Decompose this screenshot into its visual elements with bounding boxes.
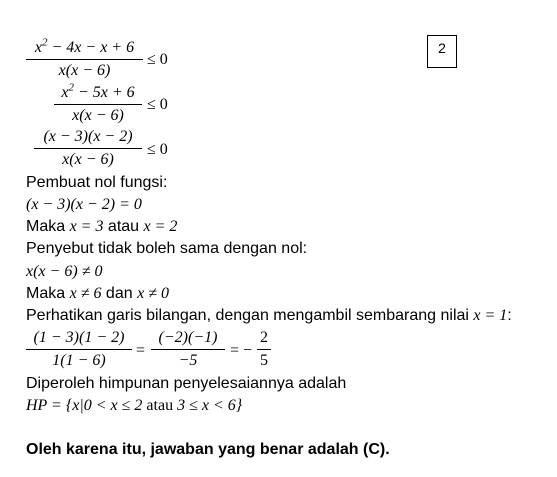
maka-excluded-line: Maka x ≠ 6 dan x ≠ 0 [26,285,169,302]
substitution-fraction-1 [26,328,132,371]
diperoleh-line: Diperoleh himpunan penyelesaiannya adalah [26,375,347,392]
fraction-bar [34,148,142,149]
fraction-step-3 [34,127,142,170]
fraction-step-1 [26,38,143,81]
solution-set: HP = {x|0 < x ≤ 2 atau 3 ≤ x < 6} [26,397,243,414]
fraction-step-1-relation: ≤ 0 [147,51,168,68]
substitution-fraction-2-numerator: (−2)(−1) [158,329,218,346]
fraction-step-2-denominator: x(x − 6) [72,107,124,124]
substitution-fraction-1-numerator: (1 − 3)(1 − 2) [33,329,125,346]
pembuat-nol-label: Pembuat nol fungsi: [26,174,168,191]
substitution-fraction-2 [151,328,225,371]
fraction-step-3-relation: ≤ 0 [147,141,168,158]
page-number-box [427,35,457,68]
substitution-fraction-1-denominator: 1(1 − 6) [52,352,106,369]
page-number: 2 [438,40,446,56]
substitution-fraction-3-numerator: 2 [260,329,268,346]
fraction-step-1-numerator: $x^2 - 4x - x + 6$ [34,36,135,56]
substitution-fraction-3-denominator: 5 [260,352,268,369]
equals-negative-sign: = − [230,342,253,359]
fraction-bar [26,349,132,350]
substitution-fraction-3 [257,328,271,371]
pembuat-nol-equation: (x − 3)(x − 2) = 0 [26,196,142,213]
fraction-step-1-denominator: x(x − 6) [58,62,111,79]
penyebut-label: Penyebut tidak boleh sama dengan nol: [26,240,308,257]
perhatikan-line: Perhatikan garis bilangan, dengan mengambil sembarang nilai x = 1: [26,307,512,324]
equals-sign: = [136,342,146,359]
fraction-bar [26,59,143,60]
conclusion-text: Oleh karena itu, jawaban yang benar adalah (C). [26,441,390,458]
maka-roots-line: Maka x = 3 atau x = 2 [26,218,178,235]
substitution-fraction-2-denominator: −5 [178,352,198,369]
fraction-step-3-numerator: (x − 3)(x − 2) [43,128,133,145]
fraction-bar [257,349,271,350]
fraction-bar [151,349,225,350]
fraction-step-2-numerator: $x^2 - 5x + 6$ [61,81,135,101]
fraction-step-2-relation: ≤ 0 [147,96,168,113]
fraction-step-3-denominator: x(x − 6) [62,151,114,168]
penyebut-equation: x(x − 6) ≠ 0 [26,263,103,280]
fraction-step-2 [54,83,142,126]
fraction-bar [54,104,142,105]
